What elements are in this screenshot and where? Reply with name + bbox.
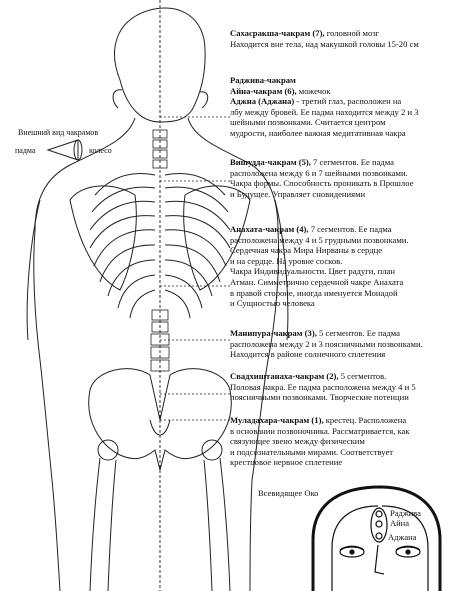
inset-wheel-label: колесо (89, 146, 112, 155)
chakra-block-svadhisthana: Свадхиштанаха-чакрам (2), 5 сегментов. Половая чакра. Ее падма расположена между 4 и 5 поясничными позвонками. Творческие потенции (230, 371, 416, 403)
chakra-block-muladhara: Муладахара-чакрам (1), крестец. Расположена в основании позвоночника. Рассматривается, как связующее звено между физическим и подсознательными мирами. Соответствует крестцовое нервное сплетение (230, 415, 410, 468)
chakra-block-vishuddha: Вишудда-чакрам (5), 7 сегментов. Ее падма расположена между 6 и 7 шейными позвонками. Чакра формы. Способность проникать в Прошлое и Будущее. Управляет сновидениями (230, 157, 414, 199)
face-label-ajana: Аджана (388, 532, 417, 542)
chakra-block-ajna: Раджива-чакрам Айна-чакрам (6), можечок Аджна (Аджана) - третий глаз, расположен на лбу между бровей. Ее падма находится между 2 и 3 шейными позвонками. Считается центром мудрости, наиболее важная медитативная чакра (230, 75, 419, 138)
face-title: Всевидящее Око (258, 488, 319, 498)
inset-padma-label: падма (15, 146, 36, 155)
chakra-block-anahata: Анахата-чакрам (4), 7 сегментов. Ее падма расположена между 4 и 5 грудными позвонками. Сердечная чакра Мира Нирваны в сердце и на сердце. На уровне сосков. Чакра Индивидуальности. Цвет радуги, план Атман. Симметрично сердечной чакре Анахата в правой стороне, иногда именуется Монадой и Сущностью человека (230, 224, 409, 309)
chakra-title: Анахата-чакрам (4), (230, 224, 309, 234)
chakra-title: Свадхиштанаха-чакрам (2), (230, 371, 339, 381)
face-label-rajiva: Раджива (390, 508, 421, 518)
chakra-title: Манипура-чакрам (3), (230, 328, 317, 338)
pelvis (89, 369, 232, 470)
chakra-block-sahasrara: Сахасракша-чакрам (7), головной мозг Находится вне тела, над макушкой головы 15-20 см (230, 28, 419, 49)
inset-title: Внешний вид чакрамов (18, 128, 99, 137)
chakra-block-manipura: Манипура-чакрам (3), 5 сегментов. Ее падма расположена между 2 и 3 поясничными позвонками. Находится в районе солнечного сплетения (230, 328, 423, 360)
padma-wheel-icon (48, 140, 82, 160)
chakra-title: Муладахара-чакрам (1), (230, 415, 324, 425)
face-label-aina: Айна (390, 518, 410, 528)
chakra-title: Сахасракша-чакрам (7), (230, 28, 325, 38)
chakra-pre-title: Раджива-чакрам (230, 75, 296, 85)
chakra-title: Вишудда-чакрам (5), (230, 157, 311, 167)
chakra-title: Айна-чакрам (6), (230, 85, 297, 96)
